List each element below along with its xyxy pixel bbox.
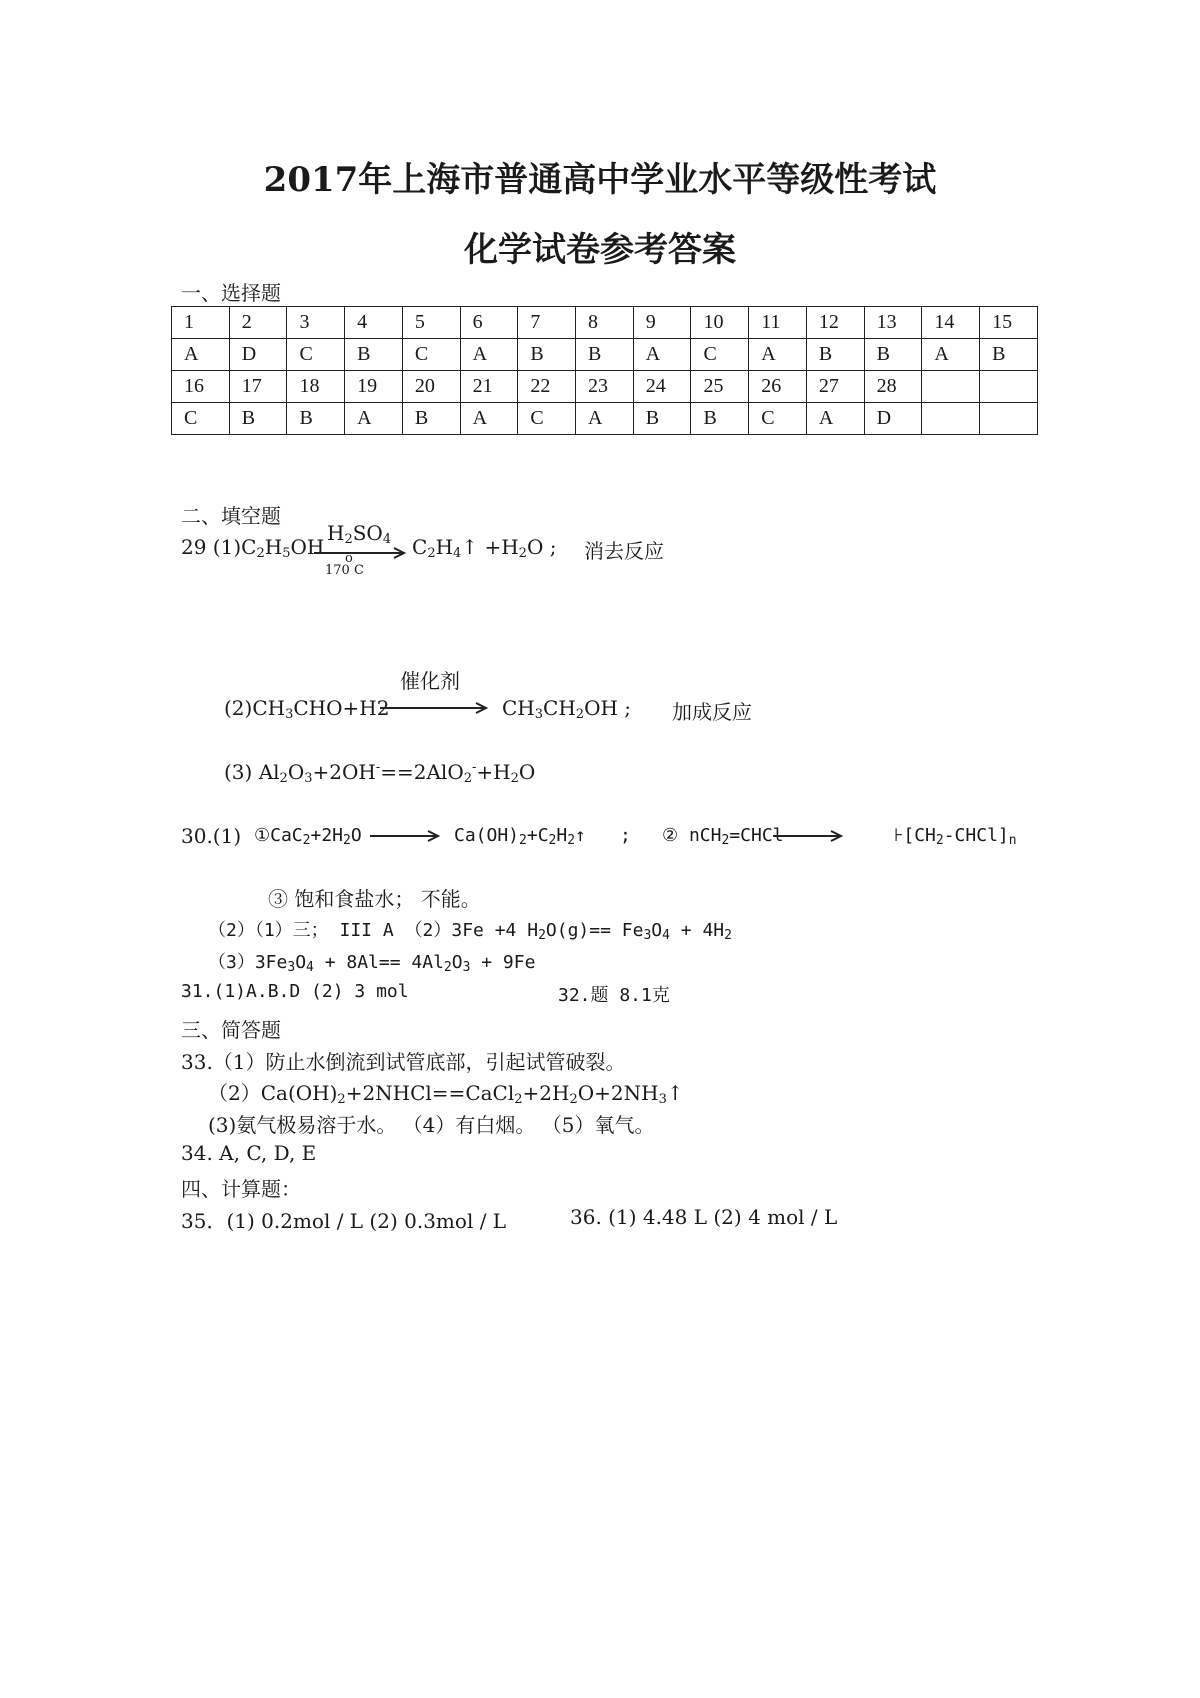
table-cell: 9 (633, 307, 691, 339)
table-row (172, 307, 1038, 339)
answer-table (171, 306, 1038, 435)
table-cell: 28 (864, 371, 922, 403)
q29-condition-degree: o (345, 551, 353, 566)
table-cell: D (864, 403, 922, 435)
q30-eq1-product: $Ca(OH)_2+C_2H_2↑$ (454, 825, 586, 848)
table-cell: A (172, 339, 230, 371)
table-row (172, 339, 1038, 371)
table-row (172, 371, 1038, 403)
table-cell: 6 (460, 307, 518, 339)
table-cell: D (229, 339, 287, 371)
table-cell: B (980, 339, 1038, 371)
q30-part3: $(3)3Fe_3O_4 + 8Al== 4Al_2O_3 + 9Fe$ (208, 952, 536, 975)
table-cell: 27 (806, 371, 864, 403)
table-cell: 5 (402, 307, 460, 339)
q29-condition-bottom: 170 C (325, 563, 364, 578)
table-cell: B (864, 339, 922, 371)
table-cell: A (460, 339, 518, 371)
table-cell: B (806, 339, 864, 371)
q29-part2-reactant: $(2)CH_3CHO+H2$ (224, 696, 390, 722)
q33-part1: 33.（1）防止水倒流到试管底部，引起试管破裂。 (181, 1050, 626, 1074)
section-calc-heading: 四、计算题： (181, 1177, 301, 1201)
table-cell: A (460, 403, 518, 435)
table-cell (980, 371, 1038, 403)
table-cell: C (749, 403, 807, 435)
q29-part1-product: $C_2H_4↑ +H_2O$ ; (412, 535, 557, 561)
table-cell (922, 371, 980, 403)
table-cell: 15 (980, 307, 1038, 339)
table-row (172, 403, 1038, 435)
q30-arrow-2 (773, 830, 845, 842)
table-cell: B (576, 339, 634, 371)
section-fill-heading: 二、填空题 (181, 504, 281, 528)
table-cell: B (633, 403, 691, 435)
q29-part2-product: $CH_3CH_2OH$ ; (502, 696, 631, 722)
table-cell: 18 (287, 371, 345, 403)
table-cell: 11 (749, 307, 807, 339)
table-cell: C (287, 339, 345, 371)
q30-eq2-product: $⊦[CH_2-CHCl]_n$ (894, 825, 1017, 848)
table-cell: A (749, 339, 807, 371)
table-cell: A (922, 339, 980, 371)
table-cell: 7 (518, 307, 576, 339)
q29-part3: (3) $Al_2O_3+2OH^-==2AlO_2^-+H_2O$ (224, 760, 536, 786)
table-cell: B (402, 403, 460, 435)
q29-part1-reactant: 29 $(1)C_2H_5OH$ (181, 535, 325, 561)
table-cell: C (518, 403, 576, 435)
table-cell: B (229, 403, 287, 435)
page-title: 2017年上海市普通高中学业水平等级性考试 (263, 160, 937, 200)
table-cell: 1 (172, 307, 230, 339)
table-cell: A (576, 403, 634, 435)
q30-part2: （2）（1）三； III A （2）3Fe +4 $H_2O(g)== Fe_3O_4 + 4H_2$ (208, 920, 732, 943)
table-cell: 17 (229, 371, 287, 403)
table-cell: B (287, 403, 345, 435)
table-cell: 10 (691, 307, 749, 339)
q30-label: 30.(1) (181, 824, 242, 848)
table-cell: C (172, 403, 230, 435)
q33-part3: (3)氨气极易溶于水。 （4）有白烟。 （5）氧气。 (208, 1113, 655, 1137)
table-cell: 21 (460, 371, 518, 403)
q34-answer: 34. A, C, D, E (181, 1141, 317, 1165)
q29-part2-type: 加成反应 (672, 700, 752, 724)
table-cell: 22 (518, 371, 576, 403)
q31-answer: 31.(1)A.B.D (2) 3 mol (181, 981, 409, 1002)
table-cell: A (633, 339, 691, 371)
table-cell: 2 (229, 307, 287, 339)
table-cell (922, 403, 980, 435)
q29-part1-type: 消去反应 (584, 539, 664, 563)
table-cell: C (402, 339, 460, 371)
table-cell: 20 (402, 371, 460, 403)
q29-condition-top: $H_2SO_4$ (327, 521, 392, 547)
table-cell: 14 (922, 307, 980, 339)
table-cell: B (518, 339, 576, 371)
table-cell: A (345, 403, 403, 435)
q30-item3: ③ 饱和食盐水； 不能。 (268, 887, 481, 911)
section-choice-heading: 一、选择题 (181, 281, 281, 305)
section-short-answer-heading: 三、简答题 (181, 1018, 281, 1042)
table-cell: C (691, 339, 749, 371)
q30-eq1-reactant: $①CaC_2+2H_2O$ (254, 825, 362, 848)
table-cell: B (691, 403, 749, 435)
table-cell: 13 (864, 307, 922, 339)
table-cell: 3 (287, 307, 345, 339)
q36-answer: 36. (1) 4.48 L (2) 4 mol / L (570, 1205, 838, 1229)
table-cell: 4 (345, 307, 403, 339)
q29-catalyst-label: 催化剂 (400, 669, 460, 693)
q33-part2: $(2)Ca(OH)_2+2NHCl==CaCl_2+2H_2O+2NH_3↑$ (208, 1081, 684, 1107)
table-cell: 12 (806, 307, 864, 339)
table-cell: 16 (172, 371, 230, 403)
q29-arrow-1 (314, 547, 408, 559)
table-cell: 8 (576, 307, 634, 339)
table-cell: 23 (576, 371, 634, 403)
page-subtitle: 化学试卷参考答案 (464, 230, 736, 270)
table-cell: B (345, 339, 403, 371)
table-cell: A (806, 403, 864, 435)
table-cell: 26 (749, 371, 807, 403)
q32-answer: 32.题 8.1克 (558, 985, 670, 1006)
q30-eq2-reactant: ② nCH$_2$=CHCl (662, 825, 784, 848)
q30-semicolon: ; (620, 825, 631, 846)
table-cell (980, 403, 1038, 435)
q30-arrow-1 (370, 830, 442, 842)
table-cell: 19 (345, 371, 403, 403)
table-cell: 24 (633, 371, 691, 403)
q35-answer: 35．(1) 0.2mol / L (2) 0.3mol / L (181, 1209, 507, 1233)
q29-arrow-2 (380, 702, 490, 714)
table-cell: 25 (691, 371, 749, 403)
